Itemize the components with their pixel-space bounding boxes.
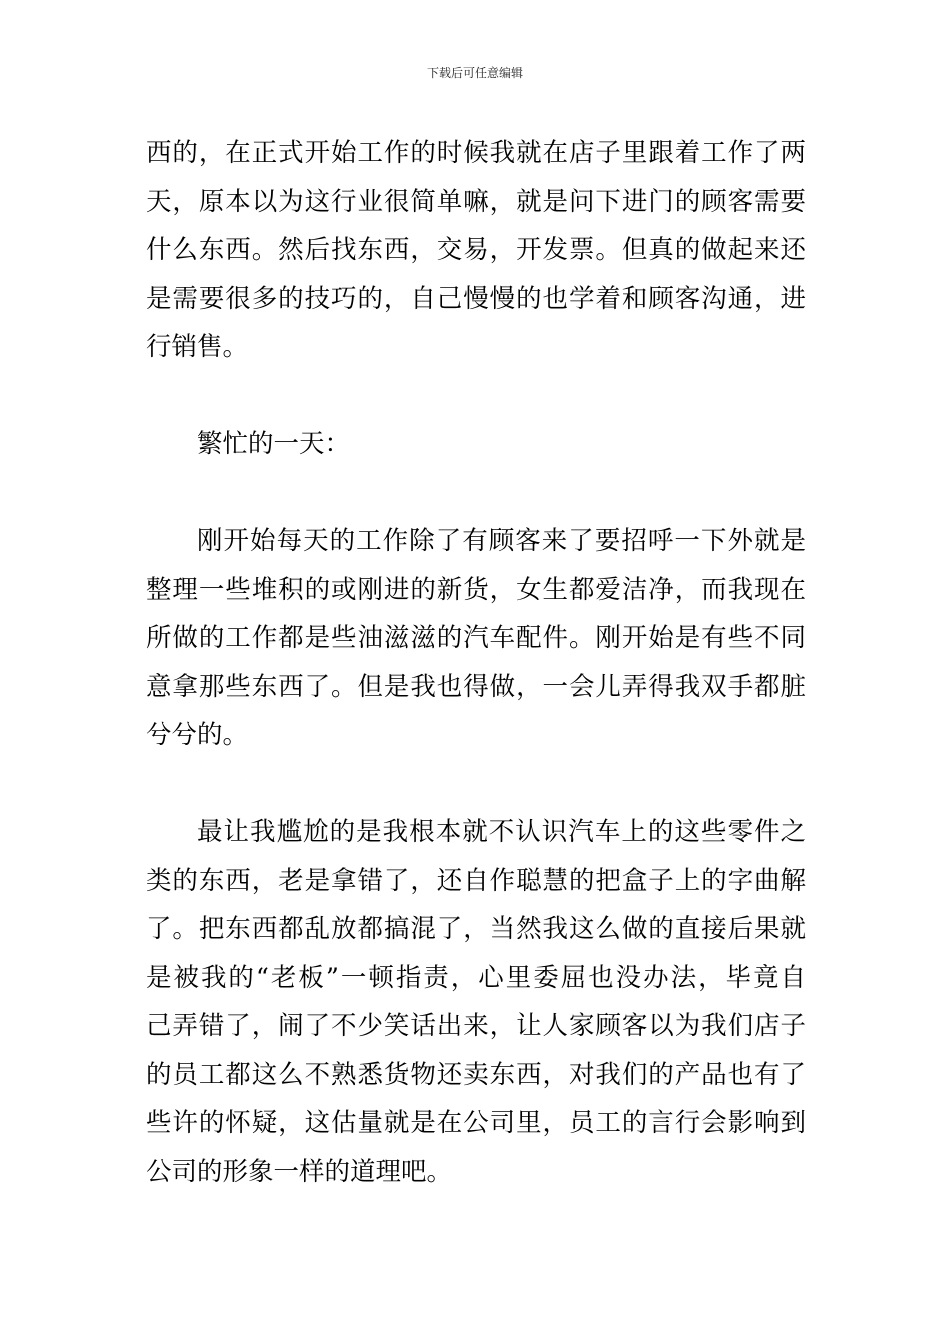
paragraph-gap [146, 372, 806, 421]
text-line: 什么东西。然后找东西，交易，开发票。但真的做起来还 [146, 235, 806, 265]
text-line: 了。把东西都乱放都搞混了，当然我这么做的直接后果就 [146, 914, 806, 944]
document-body [146, 129, 806, 1196]
text-line: 类的东西，老是拿错了，还自作聪慧的把盒子上的字曲解 [146, 865, 806, 896]
text-line: 行销售。 [146, 332, 249, 362]
text-line: 整理一些堆积的或刚进的新货，女生都爱洁净，而我现在 [146, 574, 806, 605]
text-line: 兮兮的。 [146, 720, 249, 750]
paragraph-gap [146, 760, 806, 809]
text-line: 公司的形象一样的道理吧。 [146, 1156, 453, 1187]
paragraph-daily-work [146, 517, 806, 760]
page-header: 下载后可任意编辑 [426, 66, 523, 80]
paragraph-gap [146, 469, 806, 518]
text-line: 最让我尴尬的是我根本就不认识汽车上的这些零件之 [197, 817, 806, 847]
paragraph-embarrassment [146, 808, 806, 1196]
text-line: 的员工都这么不熟悉货物还卖东西，对我们的产品也有了 [146, 1059, 806, 1090]
text-line: 刚开始每天的工作除了有顾客来了要招呼一下外就是 [197, 526, 806, 556]
paragraph-continuation [146, 129, 806, 372]
text-line: 些许的怀疑，这估量就是在公司里，员工的言行会影响到 [146, 1108, 806, 1138]
text-line: 天，原本以为这行业很简单嘛，就是问下进门的顾客需要 [146, 186, 806, 217]
text-line: 繁忙的一天： [197, 429, 351, 459]
section-heading-busy-day [146, 420, 806, 469]
text-line: 是需要很多的技巧的，自己慢慢的也学着和顾客沟通，进 [146, 283, 806, 314]
text-line: 所做的工作都是些油滋滋的汽车配件。刚开始是有些不同 [146, 623, 806, 653]
text-line: 己弄错了，闹了不少笑话出来，让人家顾客以为我们店子 [146, 1011, 806, 1041]
text-line: 意拿那些东西了。但是我也得做，一会儿弄得我双手都脏 [146, 671, 806, 702]
text-line: 西的，在正式开始工作的时候我就在店子里跟着工作了两 [146, 138, 806, 168]
text-line: 是被我的“老板”一顿指责，心里委屈也没办法，毕竟自 [146, 962, 806, 993]
